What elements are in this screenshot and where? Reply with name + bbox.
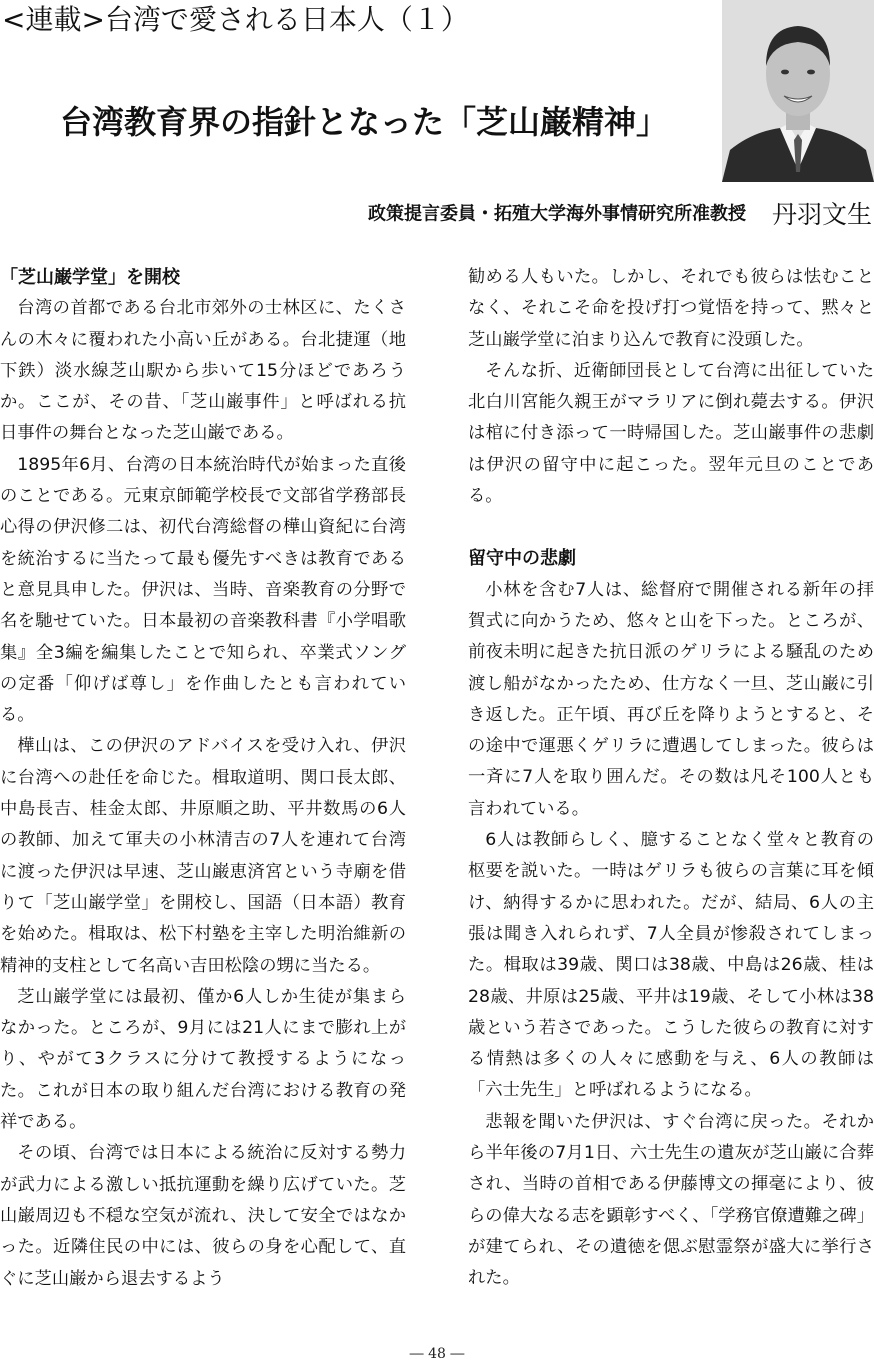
section-heading: 留守中の悲劇 (468, 548, 576, 570)
paragraph: 台湾の首都である台北市郊外の士林区に、たくさんの木々に覆われた小高い丘がある。台北捷運（地下鉄）淡水線芝山駅から歩いて15分ほどであろうか。ここが、その昔、「芝山巌事件」と呼ばれる抗日事件の舞台となった芝山巌である。 (0, 298, 406, 444)
paragraph-continuation: 勧める人もいた。しかし、それでも彼らは怯むことなく、それこそ命を投げ打つ覚悟を持って、黙々と芝山巌学堂に泊まり込んで教育に没頭した。 (468, 267, 874, 350)
author-portrait-image (722, 0, 874, 182)
series-title: <連載>台湾で愛される日本人（１） (2, 3, 469, 36)
paragraph: 芝山巌学堂には最初、僅か6人しか生徒が集まらなかった。ところが、9月には21人にまで膨れ上がり、やがて3クラスに分けて教授するようになった。これが日本の取り組んだ台湾における教育の発祥である。 (0, 986, 406, 1133)
author-role: 政策提言委員・拓殖大学海外事情研究所准教授 (367, 203, 746, 225)
author-photo (722, 0, 874, 182)
paragraph: 1895年6月、台湾の日本統治時代が始まった直後のことである。元東京師範学校長で文部省学務部長心得の伊沢修二は、初代台湾総督の樺山資紀に台湾を統治するに当たって最も優先すべきは教育であると意見具申した。伊沢は、当時、音楽教育の分野で名を馳せていた。日本最初の音楽教科書『小学唱歌集』全3編を編集したことで知られ、卒業式ソングの定番「仰げば尊し」を作曲したとも言われている。 (0, 454, 406, 726)
paragraph: 6人は教師らしく、臆することなく堂々と教育の枢要を説いた。一時はゲリラも彼らの言葉に耳を傾け、納得するかに思われた。だが、結局、6人の主張は聞き入れられず、7人全員が惨殺されてしまった。楫取は39歳、関口は38歳、中島は26歳、桂は28歳、井原は25歳、平井は19歳、そして小林は38歳という若さであった。こうした彼らの教育に対する情熱は多くの人々に感動を与え、6人の教師は「六士先生」と呼ばれるようになる。 (468, 830, 874, 1101)
paragraph: 悲報を聞いた伊沢は、すぐ台湾に戻った。それから半年後の7月1日、六士先生の遺灰が芝山巌に合葬され、当時の首相である伊藤博文の揮毫により、彼らの偉大なる志を顕彰すべく、「学務官僚遭難之碑」が建てられ、その遺徳を偲ぶ慰霊祭が盛大に挙行された。 (468, 1111, 874, 1289)
paragraph: その頃、台湾では日本による統治に反対する勢力が武力による激しい抵抗運動を繰り広げていた。芝山巌周辺も不穏な空気が流れ、決して安全ではなかった。近隣住民の中には、彼らの身を心配して、直ぐに芝山巌から退去するよう (0, 1143, 406, 1289)
author-byline (368, 198, 872, 231)
article-column-left (0, 262, 406, 1295)
author-name: 丹羽文生 (771, 199, 872, 229)
main-title: 台湾教育界の指針となった「芝山巌精神」 (60, 103, 669, 141)
page-number: ― 48 ― (409, 1346, 465, 1362)
paragraph: 小林を含む7人は、総督府で開催される新年の拝賀式に向かうため、悠々と山を下った。ところが、前夜未明に起きた抗日派のゲリラによる騒乱のため渡し船がなかったため、仕方なく一旦、芝山巌に引き返した。正午頃、再び丘を降りようとすると、その途中で運悪くゲリラに遭遇してしまった。彼らは一斉に7人を取り囲んだ。その数は凡そ100人とも言われている。 (468, 579, 874, 819)
paragraph: 樺山は、この伊沢のアドバイスを受け入れ、伊沢に台湾への赴任を命じた。楫取道明、関口長太郎、中島長吉、桂金太郎、井原順之助、平井数馬の6人の教師、加えて軍夫の小林清吉の7人を連れて台湾に渡った伊沢は早速、芝山巌恵済宮という寺廟を借りて「芝山巌学堂」を開校し、国語（日本語）教育を始めた。楫取は、松下村塾を主宰した明治維新の精神的支柱として名高い吉田松陰の甥に当たる。 (0, 736, 406, 976)
paragraph: そんな折、近衛師団長として台湾に出征していた北白川宮能久親王がマラリアに倒れ薨去する。伊沢は棺に付き添って一時帰国した。芝山巌事件の悲劇は伊沢の留守中に起こった。翌年元旦のことである。 (468, 360, 874, 507)
article-column-right (468, 262, 874, 1295)
section-heading: 「芝山巌学堂」を開校 (0, 267, 180, 288)
